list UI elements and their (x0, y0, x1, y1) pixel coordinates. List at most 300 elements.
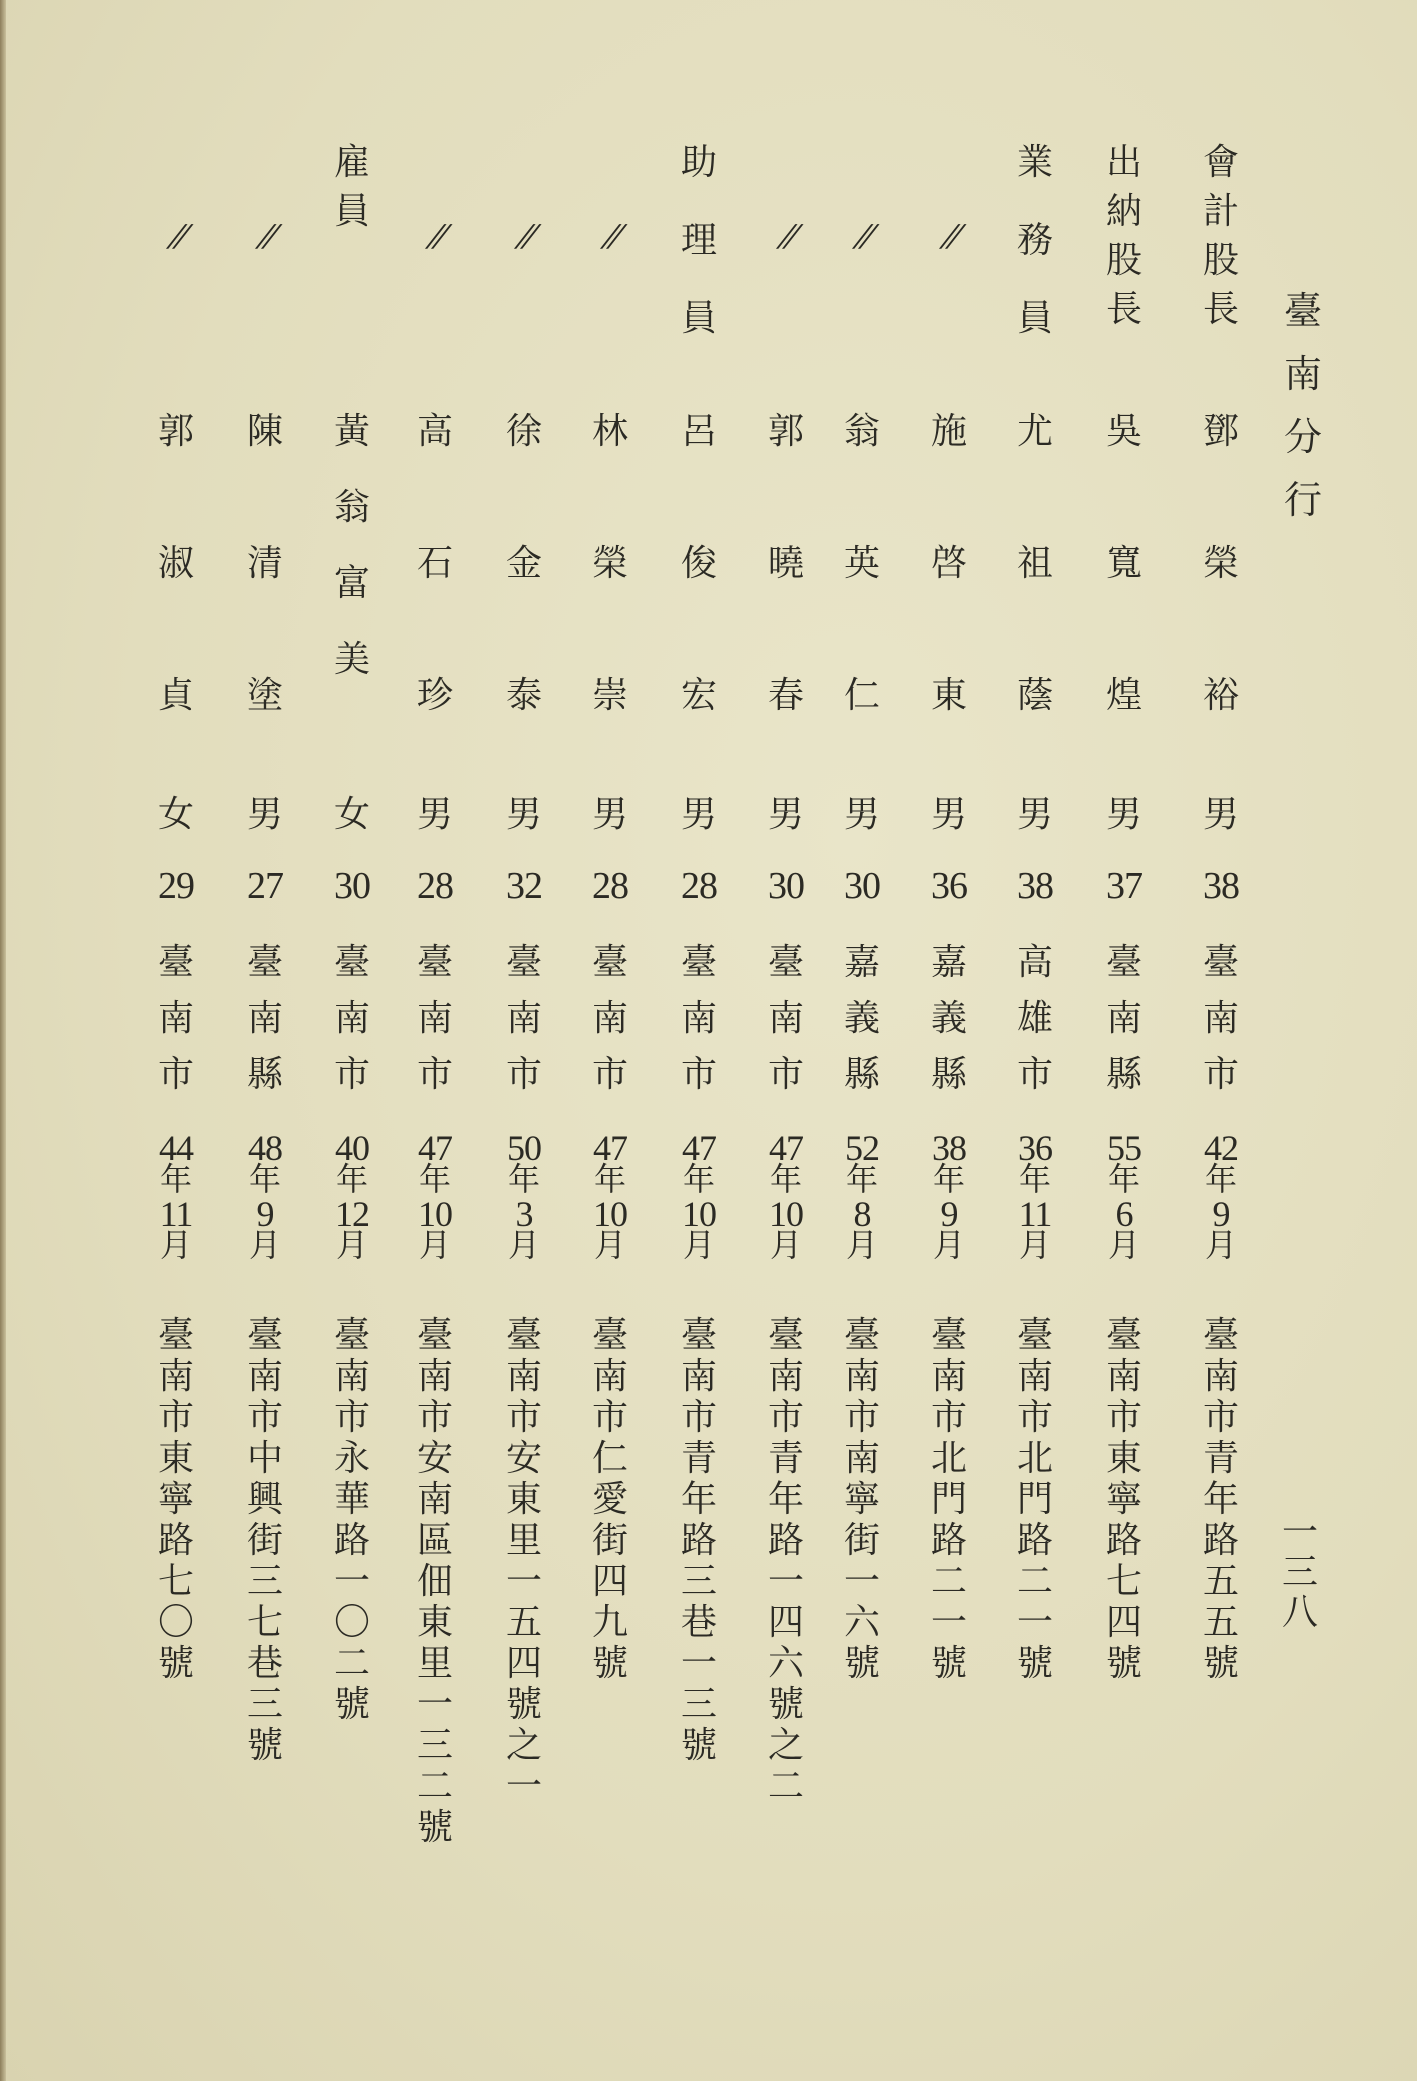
address-char: 南 (767, 1356, 804, 1397)
address (1191, 1315, 1251, 1687)
job-title (1094, 142, 1154, 341)
staff-name (235, 411, 295, 810)
address-char: 號 (416, 1807, 453, 1848)
native-place-char: 南 (1202, 998, 1239, 1039)
staff-name-char: 宏 (680, 675, 717, 716)
join-date (919, 1130, 979, 1262)
join-date (405, 1130, 465, 1262)
native-place-char: 市 (416, 1054, 453, 1095)
year-suffix: 年 (769, 1160, 802, 1198)
native-place-char: 嘉 (843, 942, 880, 983)
sex (146, 794, 206, 835)
job-title-char: 員 (1016, 298, 1053, 339)
job-title-char: 業 (1016, 142, 1053, 183)
staff-name-char: 曉 (767, 543, 804, 584)
address-char: 五 (505, 1602, 542, 1643)
address-char: 五 (1202, 1561, 1239, 1602)
join-month: 11 (159, 1194, 193, 1234)
year-suffix: 年 (1107, 1160, 1140, 1198)
job-title (669, 142, 729, 379)
address-char: 臺 (333, 1315, 370, 1356)
address-char: 市 (767, 1397, 804, 1438)
address-char: 市 (930, 1397, 967, 1438)
join-date (669, 1130, 729, 1262)
age-value: 27 (247, 865, 283, 907)
job-title-char: 員 (333, 191, 370, 232)
native-place (1191, 942, 1251, 1113)
address-char: 三 (680, 1684, 717, 1725)
address-char: 市 (680, 1397, 717, 1438)
staff-name (494, 411, 554, 810)
native-place (235, 942, 295, 1113)
join-month: 3 (515, 1194, 533, 1234)
join-date (235, 1130, 295, 1262)
sex-value: 女 (333, 794, 370, 835)
native-place-char: 市 (767, 1054, 804, 1095)
month-suffix: 月 (507, 1226, 540, 1264)
address-char: 路 (930, 1520, 967, 1561)
address-char: 市 (1202, 1397, 1239, 1438)
address (919, 1315, 979, 1687)
staff-name (146, 411, 206, 810)
join-month: 11 (1018, 1194, 1052, 1234)
join-year: 36 (1018, 1128, 1052, 1168)
join-year: 47 (769, 1128, 803, 1168)
join-date (1005, 1130, 1065, 1262)
native-place (580, 942, 640, 1113)
native-place-char: 南 (591, 998, 628, 1039)
address (322, 1315, 382, 1728)
join-month: 9 (256, 1194, 274, 1234)
address-char: 臺 (680, 1315, 717, 1356)
year-suffix: 年 (1018, 1160, 1051, 1198)
ditto-mark: // (511, 219, 540, 254)
staff-name-char: 郭 (767, 411, 804, 452)
age-value: 38 (1203, 865, 1239, 907)
age (1191, 865, 1251, 907)
address-char: 五 (1202, 1602, 1239, 1643)
address-char: 南 (591, 1356, 628, 1397)
native-place-char: 臺 (1202, 942, 1239, 983)
native-place-char: 南 (246, 998, 283, 1039)
address-char: 一 (505, 1766, 542, 1807)
staff-name (669, 411, 729, 810)
age-value: 30 (768, 865, 804, 907)
page-number (1270, 1512, 1330, 1635)
address-char: 路 (767, 1520, 804, 1561)
job-title-char: 助 (680, 142, 717, 183)
age-value: 28 (681, 865, 717, 907)
year-suffix: 年 (1204, 1160, 1237, 1198)
address-char: 街 (591, 1520, 628, 1561)
address-char: 三 (246, 1684, 283, 1725)
year-suffix: 年 (593, 1160, 626, 1198)
vertical-char: 三 (1281, 1552, 1318, 1593)
join-month: 8 (853, 1194, 871, 1234)
sex-value: 男 (930, 794, 967, 835)
native-place-char: 臺 (1105, 942, 1142, 983)
sex (756, 794, 816, 835)
address-char: 臺 (767, 1315, 804, 1356)
address-char: 華 (333, 1479, 370, 1520)
staff-name-char: 貞 (157, 675, 194, 716)
native-place-char: 臺 (246, 942, 283, 983)
month-suffix: 月 (335, 1226, 368, 1264)
job-title-char: 長 (1105, 289, 1142, 330)
address-char: 四 (591, 1561, 628, 1602)
address-char: 二 (416, 1766, 453, 1807)
job-title-char: 雇 (333, 142, 370, 183)
job-title (1191, 142, 1251, 341)
address-char: 年 (767, 1479, 804, 1520)
address-char: 南 (680, 1356, 717, 1397)
job-title (322, 142, 382, 243)
address-char: 號 (767, 1684, 804, 1725)
address-char: 一 (333, 1561, 370, 1602)
sex-value: 女 (157, 794, 194, 835)
join-date (832, 1130, 892, 1262)
address-char: 臺 (246, 1315, 283, 1356)
address-char: 青 (767, 1438, 804, 1479)
year-suffix: 年 (932, 1160, 965, 1198)
address-char: 一 (930, 1602, 967, 1643)
age (1005, 865, 1065, 907)
address (146, 1315, 206, 1687)
native-place-char: 南 (157, 998, 194, 1039)
staff-name-char: 富 (333, 563, 370, 604)
address-char: 南 (930, 1356, 967, 1397)
address-char: 路 (157, 1520, 194, 1561)
address-char: 寧 (843, 1479, 880, 1520)
month-suffix: 月 (159, 1226, 192, 1264)
join-month: 10 (682, 1194, 716, 1234)
native-place-char: 市 (1016, 1054, 1053, 1095)
vertical-char: 八 (1281, 1592, 1318, 1633)
staff-name-char: 高 (416, 411, 453, 452)
address-char: 市 (843, 1397, 880, 1438)
staff-name-char: 呂 (680, 411, 717, 452)
address-char: 中 (246, 1438, 283, 1479)
address-char: 安 (505, 1438, 542, 1479)
address-char: 二 (767, 1766, 804, 1807)
address-char: 南 (1202, 1356, 1239, 1397)
job-title-char: 務 (1016, 220, 1053, 261)
address-char: 〇 (157, 1602, 194, 1643)
staff-name-char: 林 (591, 411, 628, 452)
address-char: 〇 (333, 1602, 370, 1643)
staff-name-char: 金 (505, 543, 542, 584)
join-month: 10 (418, 1194, 452, 1234)
month-suffix: 月 (932, 1226, 965, 1264)
address-char: 路 (1105, 1520, 1142, 1561)
address-char: 臺 (157, 1315, 194, 1356)
address-char: 四 (767, 1602, 804, 1643)
join-month: 10 (593, 1194, 627, 1234)
year-suffix: 年 (159, 1160, 192, 1198)
address-char: 安 (416, 1438, 453, 1479)
join-year: 44 (159, 1128, 193, 1168)
staff-name-char: 崇 (591, 675, 628, 716)
sex-value: 男 (416, 794, 453, 835)
staff-name-char: 翁 (333, 487, 370, 528)
address-char: 門 (930, 1479, 967, 1520)
native-place-char: 臺 (333, 942, 370, 983)
staff-name (1191, 411, 1251, 810)
staff-name-char: 泰 (505, 675, 542, 716)
native-place-char: 臺 (591, 942, 628, 983)
native-place (919, 942, 979, 1113)
staff-name (756, 411, 816, 810)
address-char: 南 (416, 1356, 453, 1397)
staff-name-char: 英 (843, 543, 880, 584)
address-char: 巷 (246, 1643, 283, 1684)
address-char: 一 (416, 1684, 453, 1725)
address-char: 寧 (157, 1479, 194, 1520)
address-char: 巷 (680, 1602, 717, 1643)
job-title-ditto-mark (919, 219, 979, 258)
month-suffix: 月 (418, 1226, 451, 1264)
staff-name-char: 徐 (505, 411, 542, 452)
join-month: 6 (1115, 1194, 1133, 1234)
address-char: 號 (930, 1643, 967, 1684)
native-place-char: 嘉 (930, 942, 967, 983)
address-char: 號 (505, 1684, 542, 1725)
staff-name (580, 411, 640, 810)
job-title-ditto-mark (235, 219, 295, 258)
sex (1094, 794, 1154, 835)
staff-name-char: 清 (246, 543, 283, 584)
year-suffix: 年 (248, 1160, 281, 1198)
vertical-char: 臺 (1283, 289, 1322, 333)
address-char: 四 (1105, 1602, 1142, 1643)
staff-name-char: 春 (767, 675, 804, 716)
join-date (146, 1130, 206, 1262)
address-char: 南 (333, 1356, 370, 1397)
address-char: 臺 (1202, 1315, 1239, 1356)
address-char: 南 (505, 1356, 542, 1397)
sex-value: 男 (680, 794, 717, 835)
month-suffix: 月 (1204, 1226, 1237, 1264)
native-place-char: 南 (680, 998, 717, 1039)
address-char: 東 (1105, 1438, 1142, 1479)
address-char: 市 (591, 1397, 628, 1438)
address-char: 七 (157, 1561, 194, 1602)
age (919, 865, 979, 907)
staff-name (405, 411, 465, 810)
address-char: 六 (767, 1643, 804, 1684)
native-place-char: 市 (680, 1054, 717, 1095)
join-year: 42 (1204, 1128, 1238, 1168)
age (405, 865, 465, 907)
vertical-char: 一 (1281, 1512, 1318, 1553)
age-value: 28 (417, 865, 453, 907)
ditto-mark: // (773, 219, 802, 254)
native-place (405, 942, 465, 1113)
address-char: 號 (1105, 1643, 1142, 1684)
address-char: 市 (333, 1397, 370, 1438)
sex-value: 男 (1202, 794, 1239, 835)
address-char: 號 (591, 1643, 628, 1684)
age-value: 29 (158, 865, 194, 907)
address-char: 號 (157, 1643, 194, 1684)
job-title-char: 員 (680, 298, 717, 339)
address-char: 二 (1016, 1561, 1053, 1602)
staff-name-char: 珍 (416, 675, 453, 716)
staff-name-char: 陳 (246, 411, 283, 452)
address-char: 三 (246, 1561, 283, 1602)
month-suffix: 月 (769, 1226, 802, 1264)
age (146, 865, 206, 907)
staff-name-char: 煌 (1105, 675, 1142, 716)
address (1094, 1315, 1154, 1687)
vertical-char: 分 (1283, 415, 1322, 459)
native-place-char: 南 (416, 998, 453, 1039)
sex (405, 794, 465, 835)
age (322, 865, 382, 907)
native-place (669, 942, 729, 1113)
native-place (322, 942, 382, 1113)
native-place-char: 南 (333, 998, 370, 1039)
address-char: 市 (416, 1397, 453, 1438)
join-year: 52 (845, 1128, 879, 1168)
staff-name-char: 美 (333, 639, 370, 680)
address-char: 青 (1202, 1438, 1239, 1479)
join-date (322, 1130, 382, 1262)
job-title-ditto-mark (756, 219, 816, 258)
staff-name-char: 施 (930, 411, 967, 452)
address-char: 號 (1202, 1643, 1239, 1684)
native-place-char: 縣 (246, 1054, 283, 1095)
native-place-char: 南 (1105, 998, 1142, 1039)
job-title-ditto-mark (832, 219, 892, 258)
age (235, 865, 295, 907)
staff-name-char: 石 (416, 543, 453, 584)
address-char: 愛 (591, 1479, 628, 1520)
ditto-mark: // (936, 219, 965, 254)
address-char: 北 (1016, 1438, 1053, 1479)
native-place-char: 縣 (1105, 1054, 1142, 1095)
address-char: 二 (333, 1643, 370, 1684)
ditto-mark: // (849, 219, 878, 254)
sex-value: 男 (591, 794, 628, 835)
address-char: 一 (680, 1643, 717, 1684)
staff-name-char: 寬 (1105, 543, 1142, 584)
staff-name-char: 翁 (843, 411, 880, 452)
staff-name-char: 俊 (680, 543, 717, 584)
address-char: 永 (333, 1438, 370, 1479)
job-title-ditto-mark (146, 219, 206, 258)
month-suffix: 月 (1018, 1226, 1051, 1264)
job-title-char: 出 (1105, 142, 1142, 183)
address-char: 市 (246, 1397, 283, 1438)
staff-name-char: 尤 (1016, 411, 1053, 452)
address (669, 1315, 729, 1769)
ditto-mark: // (163, 219, 192, 254)
address-char: 仁 (591, 1438, 628, 1479)
address-char: 路 (680, 1520, 717, 1561)
age (756, 865, 816, 907)
staff-name-char: 榮 (591, 543, 628, 584)
join-date (756, 1130, 816, 1262)
year-suffix: 年 (845, 1160, 878, 1198)
native-place (756, 942, 816, 1113)
address-char: 臺 (1016, 1315, 1053, 1356)
job-title-char: 理 (680, 220, 717, 261)
address-char: 東 (157, 1438, 194, 1479)
address-char: 東 (505, 1479, 542, 1520)
job-title-char: 股 (1202, 240, 1239, 281)
address-char: 臺 (930, 1315, 967, 1356)
join-year: 47 (418, 1128, 452, 1168)
address-char: 號 (1016, 1643, 1053, 1684)
address-char: 市 (157, 1397, 194, 1438)
address-char: 臺 (843, 1315, 880, 1356)
ditto-mark: // (422, 219, 451, 254)
age (580, 865, 640, 907)
staff-name-char: 啓 (930, 543, 967, 584)
join-date (1191, 1130, 1251, 1262)
address (494, 1315, 554, 1810)
address-char: 街 (843, 1520, 880, 1561)
job-title-ditto-mark (580, 219, 640, 258)
join-date (494, 1130, 554, 1262)
staff-name (1094, 411, 1154, 810)
staff-name-char: 鄧 (1202, 411, 1239, 452)
address-char: 臺 (1105, 1315, 1142, 1356)
year-suffix: 年 (682, 1160, 715, 1198)
age (1094, 865, 1154, 907)
ditto-mark: // (597, 219, 626, 254)
join-month: 9 (940, 1194, 958, 1234)
staff-name-char: 祖 (1016, 543, 1053, 584)
age-value: 28 (592, 865, 628, 907)
join-year: 38 (932, 1128, 966, 1168)
address-char: 寧 (1105, 1479, 1142, 1520)
address-char: 號 (843, 1643, 880, 1684)
address-char: 南 (843, 1356, 880, 1397)
address-char: 北 (930, 1438, 967, 1479)
address-char: 東 (416, 1602, 453, 1643)
address-char: 街 (246, 1520, 283, 1561)
address-char: 市 (1016, 1397, 1053, 1438)
native-place-char: 南 (505, 998, 542, 1039)
address (756, 1315, 816, 1810)
native-place-char: 臺 (767, 942, 804, 983)
native-place-char: 義 (930, 998, 967, 1039)
year-suffix: 年 (418, 1160, 451, 1198)
join-month: 10 (769, 1194, 803, 1234)
sex (580, 794, 640, 835)
age (669, 865, 729, 907)
address-char: 臺 (505, 1315, 542, 1356)
native-place-char: 縣 (930, 1054, 967, 1095)
address-char: 市 (505, 1397, 542, 1438)
native-place-char: 雄 (1016, 998, 1053, 1039)
address-char: 興 (246, 1479, 283, 1520)
staff-name-char: 黃 (333, 411, 370, 452)
native-place (1005, 942, 1065, 1113)
sex (1191, 794, 1251, 835)
join-month: 9 (1212, 1194, 1230, 1234)
native-place-char: 臺 (416, 942, 453, 983)
address-char: 九 (591, 1602, 628, 1643)
sex-value: 男 (843, 794, 880, 835)
section-title (1273, 289, 1333, 544)
join-year: 40 (335, 1128, 369, 1168)
sex (322, 794, 382, 835)
staff-name (919, 411, 979, 810)
address-char: 南 (1016, 1356, 1053, 1397)
